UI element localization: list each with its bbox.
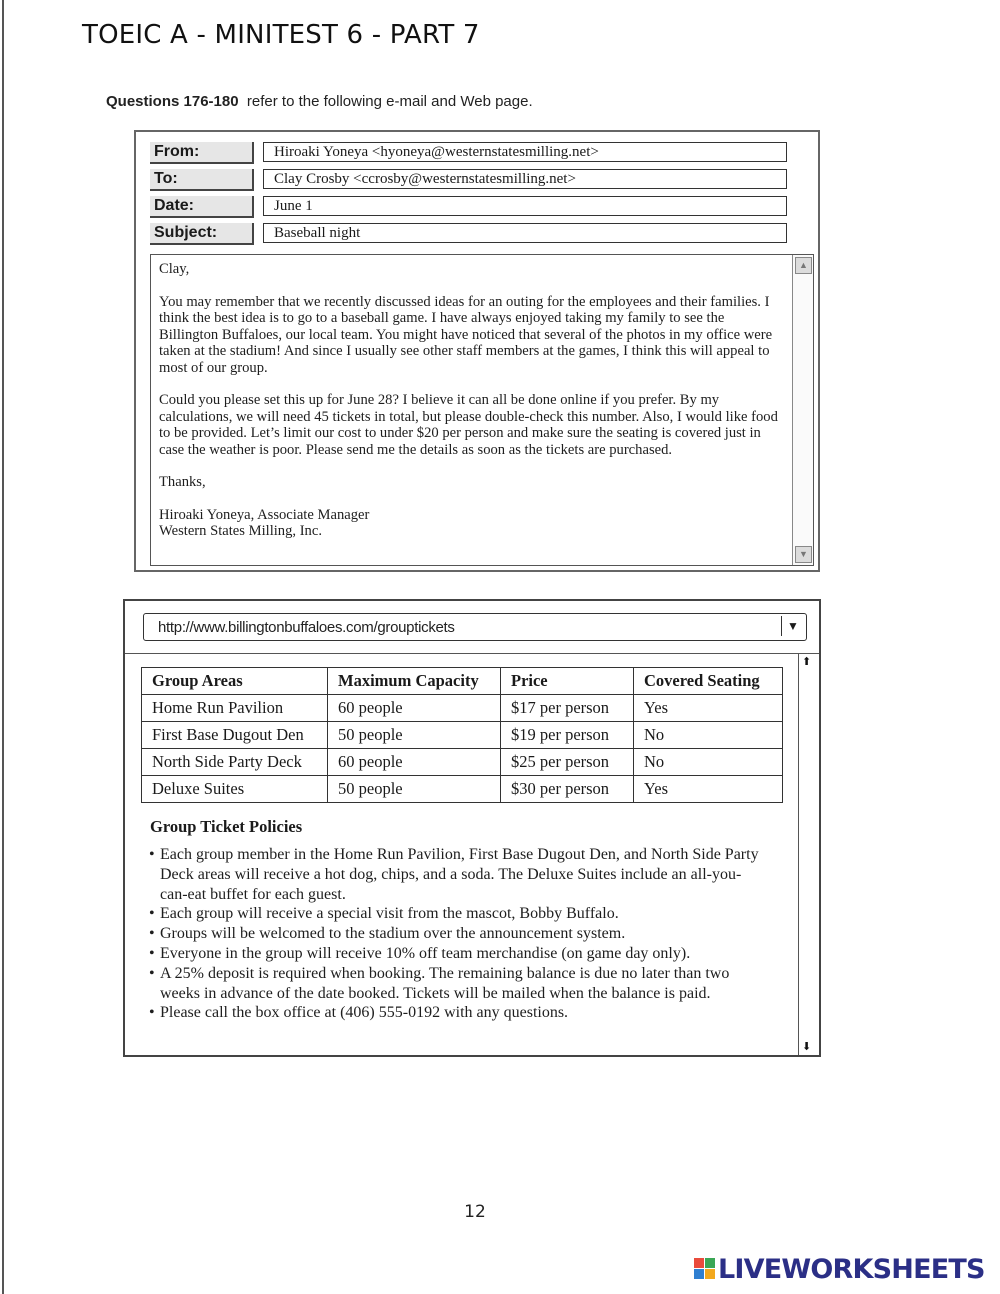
email-scrollbar[interactable] [792, 255, 813, 565]
address-bar-divider [125, 653, 819, 654]
column-header: Group Areas [142, 668, 328, 695]
list-item: • A 25% deposit is required when booking. The remaining balance is due no later than two weeks in advance of the date booked. Tickets will be mailed when the balance is paid. [147, 964, 767, 1004]
email-paragraph-2: Could you please set this up for June 28? I believe it can all be done online if you prefer. By my calculations, we will need 45 tickets in total, but please double-check this number. Also, I would like food to be provided. Let’s limit our cost to under $20 per person and make sure the seating is covered just in case the weather is poor. Please send me the details as soon as the tickets are purchased. [159, 392, 778, 458]
intro-line [106, 93, 533, 110]
table-cell: Yes [634, 776, 783, 803]
url-dropdown-icon[interactable]: ▼ [781, 616, 804, 636]
url-text: http://www.billingtonbuffaloes.com/grouptickets [158, 619, 455, 636]
column-header: Covered Seating [634, 668, 783, 695]
intro-text: refer to the following e-mail and Web page. [246, 93, 533, 110]
email-signature-line-2: Western States Milling, Inc. [159, 523, 322, 539]
table-header-row [142, 668, 783, 695]
list-item: • Everyone in the group will receive 10% off team merchandise (on game day only). [147, 944, 767, 964]
table-cell: Home Run Pavilion [142, 695, 328, 722]
column-header: Maximum Capacity [328, 668, 501, 695]
url-bar[interactable] [143, 613, 807, 641]
email-paragraph-1: You may remember that we recently discussed ideas for an outing for the employees and their families. I think the best idea is to go to a baseball game. I have always enjoyed taking my family to see the Billington Buffaloes, our local team. You might have noticed that several of the photos in my office were taken at the stadium! And since I usually see other staff members at the games, I think this will appeal to most of our group. [159, 293, 773, 376]
table-cell: First Base Dugout Den [142, 722, 328, 749]
table-cell: 50 people [328, 776, 501, 803]
brand-name: LIVEWORKSHEETS [718, 1254, 985, 1285]
table-cell: Yes [634, 695, 783, 722]
left-margin-rule [2, 0, 4, 1294]
table-cell: 60 people [328, 749, 501, 776]
web-page-window [123, 599, 821, 1057]
scroll-down-icon[interactable]: ▼ [795, 546, 812, 563]
list-item: • Groups will be welcomed to the stadium over the announcement system. [147, 924, 767, 944]
to-field: Clay Crosby <ccrosby@westernstatesmilling.net> [263, 169, 787, 189]
liveworksheets-logo-icon [694, 1258, 716, 1280]
web-scrollbar[interactable] [798, 653, 819, 1055]
table-row [142, 776, 783, 803]
table-cell: $25 per person [501, 749, 634, 776]
policies-list [147, 845, 767, 1023]
subject-field: Baseball night [263, 223, 787, 243]
table-cell: No [634, 722, 783, 749]
scroll-up-icon[interactable]: ▲ [795, 257, 812, 274]
email-body [150, 254, 814, 566]
table-cell: 50 people [328, 722, 501, 749]
date-field: June 1 [263, 196, 787, 216]
email-greeting: Clay, [159, 261, 190, 277]
question-range: Questions 176-180 [106, 93, 239, 110]
table-cell: North Side Party Deck [142, 749, 328, 776]
group-areas-table [141, 667, 783, 803]
table-cell: No [634, 749, 783, 776]
table-cell: $19 per person [501, 722, 634, 749]
list-item: • Each group member in the Home Run Pavilion, First Base Dugout Den, and North Side Party Deck areas will receive a hot dog, chips, and a soda. The Deluxe Suites include an all-you-can-eat buffet for each guest. [147, 845, 767, 904]
page-title: TOEIC A - MINITEST 6 - PART 7 [82, 20, 480, 50]
list-item: • Please call the box office at (406) 555-0192 with any questions. [147, 1003, 767, 1023]
from-label: From: [150, 142, 254, 164]
email-window [134, 130, 820, 572]
table-row [142, 722, 783, 749]
policies-title: Group Ticket Policies [150, 817, 303, 836]
scroll-up-icon[interactable]: ⬆ [802, 656, 812, 668]
table-cell: 60 people [328, 695, 501, 722]
page-number: 12 [464, 1202, 486, 1222]
email-signature-line-1: Hiroaki Yoneya, Associate Manager [159, 506, 370, 523]
scroll-down-icon[interactable]: ⬇ [802, 1041, 812, 1053]
table-row [142, 749, 783, 776]
from-field: Hiroaki Yoneya <hyoneya@westernstatesmilling.net> [263, 142, 787, 162]
table-cell: Deluxe Suites [142, 776, 328, 803]
list-item: • Each group will receive a special visit from the mascot, Bobby Buffalo. [147, 904, 767, 924]
table-cell: $17 per person [501, 695, 634, 722]
subject-label: Subject: [150, 223, 254, 245]
email-closing: Thanks, [159, 474, 206, 490]
table-row [142, 695, 783, 722]
date-label: Date: [150, 196, 254, 218]
to-label: To: [150, 169, 254, 191]
table-cell: $30 per person [501, 776, 634, 803]
column-header: Price [501, 668, 634, 695]
